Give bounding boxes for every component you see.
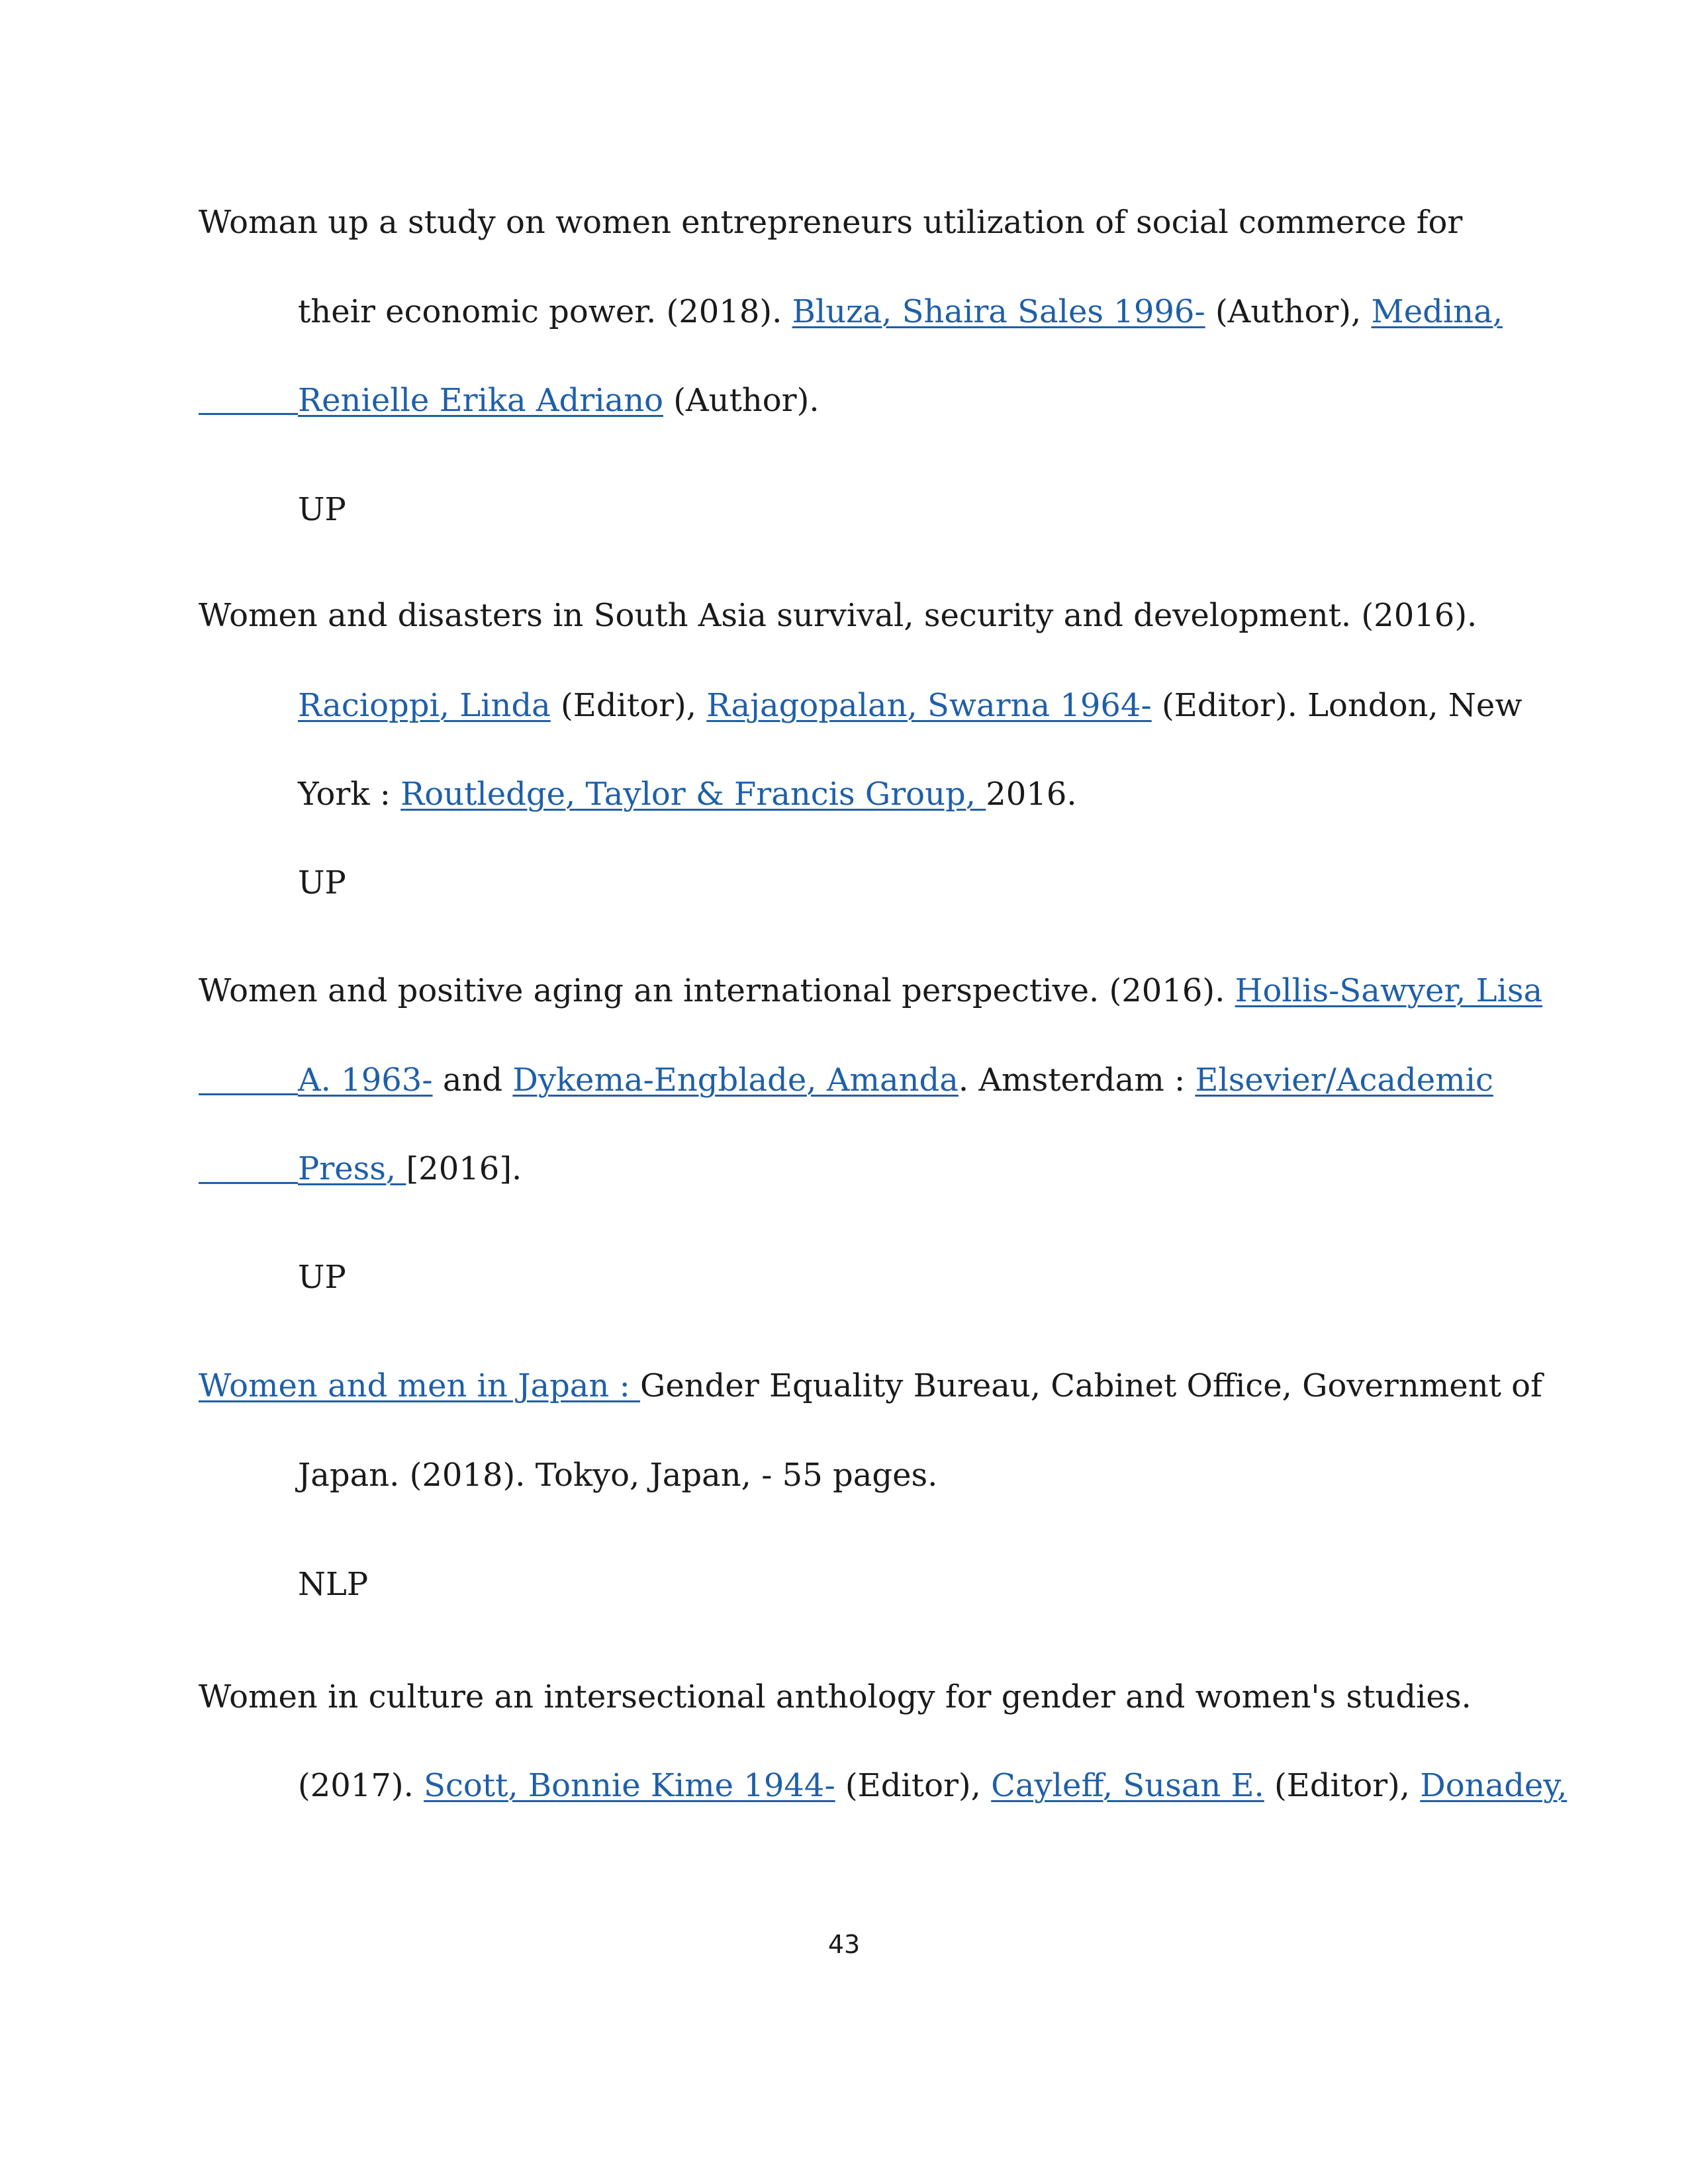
entry-4-title: [199, 1366, 1542, 1406]
publisher-link-elsevier-continued[interactable]: Press,: [298, 1150, 406, 1187]
publisher-link-elsevier[interactable]: Elsevier/Academic: [1195, 1062, 1493, 1099]
entry-2-line-3: [298, 774, 1077, 814]
entry-5-line-2-pre: (2017).: [298, 1767, 424, 1804]
entry-2-title-text: Women and disasters in South Asia survival, security and development. (2016).: [199, 597, 1477, 634]
author-link-bluza[interactable]: Bluza, Shaira Sales 1996-: [792, 293, 1205, 330]
entry-5-editor1-role: (Editor),: [835, 1767, 992, 1804]
entry-5-title: [199, 1677, 1472, 1717]
entry-4-line-2: [298, 1455, 937, 1495]
author-link-medina-leading-underline[interactable]: [199, 413, 298, 415]
entry-5-line-2: [298, 1766, 1567, 1805]
entry-1-line-2-text: their economic power. (2018).: [298, 293, 792, 330]
editor-link-rajagopalan[interactable]: Rajagopalan, Swarna 1964-: [706, 687, 1152, 724]
entry-4-title-rest: Gender Equality Bureau, Cabinet Office, Government of: [640, 1367, 1542, 1404]
entry-1-title-text: Woman up a study on women entrepreneurs utilization of social commerce for: [199, 204, 1463, 241]
entry-3-and: and: [432, 1062, 513, 1099]
author-link-hollis-sawyer-leading-underline[interactable]: [199, 1093, 298, 1095]
entry-2-location-text: UP: [298, 864, 346, 901]
entry-2-title: [199, 596, 1477, 635]
entry-5-editor2-role: (Editor),: [1264, 1767, 1421, 1804]
page-number: 43: [827, 1930, 861, 1959]
editor-link-donadey[interactable]: Donadey,: [1420, 1767, 1568, 1804]
entry-2-line-2: [298, 686, 1522, 725]
entry-2-editor1-role: (Editor),: [550, 687, 707, 724]
author-link-hollis-sawyer-continued[interactable]: A. 1963-: [298, 1062, 433, 1099]
entry-2-location: [298, 863, 346, 903]
entry-3-title-text: Women and positive aging an international perspective. (2016).: [199, 972, 1235, 1009]
entry-3-location-text: UP: [298, 1259, 346, 1296]
entry-4-location: [298, 1565, 368, 1604]
entry-1-line-3: [298, 381, 820, 420]
title-link-women-and-men-in-japan[interactable]: Women and men in Japan :: [199, 1367, 641, 1404]
entry-1-title: [199, 203, 1462, 242]
entry-1-location: [298, 490, 346, 529]
entry-4-location-text: NLP: [298, 1566, 369, 1603]
editor-link-cayleff[interactable]: Cayleff, Susan E.: [991, 1767, 1264, 1804]
author-link-medina[interactable]: Medina,: [1371, 293, 1503, 330]
entry-1-line-2: [298, 292, 1503, 332]
entry-3-location: [298, 1257, 346, 1297]
author-link-medina-continued[interactable]: Renielle Erika Adriano: [298, 382, 663, 419]
entry-3-pub-year: [2016].: [406, 1150, 522, 1187]
entry-3-line-3: [298, 1149, 522, 1189]
entry-3-line-2: [298, 1060, 1493, 1100]
entry-3-title: [199, 971, 1542, 1011]
entry-1-location-text: UP: [298, 491, 346, 528]
editor-link-scott[interactable]: Scott, Bonnie Kime 1944-: [424, 1767, 835, 1804]
entry-4-line-2-text: Japan. (2018). Tokyo, Japan, - 55 pages.: [298, 1457, 938, 1494]
author-link-hollis-sawyer[interactable]: Hollis-Sawyer, Lisa: [1235, 972, 1543, 1009]
entry-3-pub-pre: . Amsterdam :: [958, 1062, 1196, 1099]
entry-2-pub-pre: York :: [298, 776, 401, 813]
entry-5-title-text: Women in culture an intersectional anthology for gender and women's studies.: [199, 1678, 1472, 1715]
entry-1-author2-role: (Author).: [663, 382, 820, 419]
entry-2-pub-year: 2016.: [986, 776, 1077, 813]
publisher-link-routledge[interactable]: Routledge, Taylor & Francis Group,: [400, 776, 986, 813]
entry-1-author1-role: (Author),: [1205, 293, 1372, 330]
publisher-link-elsevier-leading-underline[interactable]: [199, 1182, 298, 1184]
author-link-dykema-engblade[interactable]: Dykema-Engblade, Amanda: [512, 1062, 959, 1099]
editor-link-racioppi[interactable]: Racioppi, Linda: [298, 687, 551, 724]
entry-2-editor2-role: (Editor). London, New: [1151, 687, 1523, 724]
